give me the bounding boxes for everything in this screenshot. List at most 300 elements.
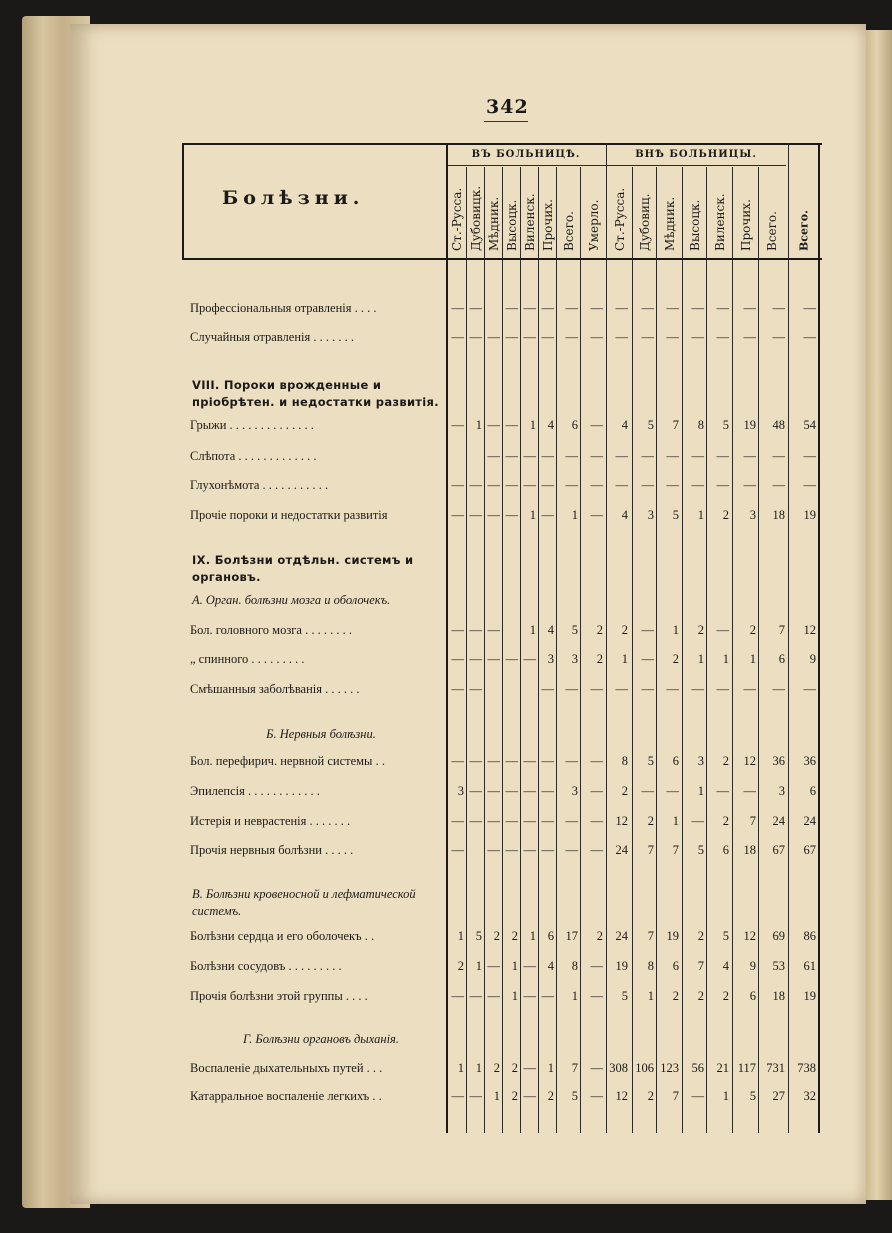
table-row (182, 418, 822, 440)
table-row (182, 623, 822, 645)
row-label: Глухонѣмота . . . . . . . . . . . (190, 478, 329, 492)
table-cell: — (772, 449, 785, 463)
table-cell: — (523, 652, 536, 666)
table-cell: — (666, 301, 679, 315)
table-cell: — (716, 682, 729, 696)
table-cell: 19 (803, 989, 816, 1003)
table-cell: — (523, 784, 536, 798)
table-cell: 9 (749, 959, 756, 973)
table-row (182, 478, 822, 500)
table-cell: — (505, 418, 518, 432)
table-cell: 7 (647, 929, 654, 943)
table-cell: — (716, 478, 729, 492)
subsection-heading: В. Болѣзни кровеносной и лефматической системъ. (192, 887, 416, 918)
table-cell: — (691, 814, 704, 828)
table-cell: — (666, 784, 679, 798)
table-cell: — (590, 784, 603, 798)
row-label: Профессіональныя отравленія . . . . (190, 301, 377, 315)
table-cell: — (469, 754, 482, 768)
table-cell: — (615, 449, 628, 463)
table-cell: — (565, 682, 578, 696)
table-cell: 6 (778, 652, 785, 666)
row-label: Бол. головного мозга . . . . . . . . (190, 623, 352, 637)
table-cell: — (666, 478, 679, 492)
table-cell: — (772, 682, 785, 696)
table-cell: — (451, 330, 464, 344)
table-cell: — (541, 478, 554, 492)
table-cell: — (691, 301, 704, 315)
table-cell: 4 (547, 959, 554, 973)
table-cell: — (743, 478, 756, 492)
table-cell: 1 (529, 508, 536, 522)
table-cell: — (590, 449, 603, 463)
row-label: „ спинного . . . . . . . . . (190, 652, 305, 666)
table-cell: 1 (475, 1061, 482, 1075)
table-cell: 4 (621, 418, 628, 432)
table-cell: 7 (647, 843, 654, 857)
row-label: Смѣшанныя заболѣванія . . . . . . (190, 682, 360, 696)
table-cell: — (641, 449, 654, 463)
table-cell: — (590, 843, 603, 857)
table-cell: 5 (621, 989, 628, 1003)
table-cell: 2 (511, 929, 518, 943)
table-cell: 1 (672, 623, 679, 637)
table-cell: 56 (691, 1061, 704, 1075)
table-cell: 1 (511, 959, 518, 973)
table-cell: — (716, 784, 729, 798)
table-cell: — (590, 418, 603, 432)
table-row (182, 989, 822, 1011)
table-cell: 8 (621, 754, 628, 768)
table-cell: — (565, 478, 578, 492)
table-cell: — (451, 623, 464, 637)
table-cell: 1 (529, 623, 536, 637)
table-cell: — (691, 330, 704, 344)
table-title: Болѣзни. (222, 187, 365, 209)
table-cell: 54 (803, 418, 816, 432)
table-cell: 2 (672, 652, 679, 666)
table-cell: 2 (493, 929, 500, 943)
table-row (182, 784, 822, 806)
table-cell: — (523, 1061, 536, 1075)
table-cell: 123 (660, 1061, 679, 1075)
table-cell: 19 (743, 418, 756, 432)
table-cell: 2 (697, 989, 704, 1003)
table-cell: — (451, 754, 464, 768)
table-cell: 67 (772, 843, 785, 857)
table-cell: 738 (797, 1061, 816, 1075)
table-row (182, 929, 822, 951)
group-out-hospital: ВНѢ БОЛЬНИЦЫ. (635, 149, 757, 160)
table-cell: — (523, 330, 536, 344)
table-cell: — (772, 478, 785, 492)
table-cell: — (523, 449, 536, 463)
col-header: Дубовицк. (469, 185, 483, 251)
table-cell: — (590, 754, 603, 768)
table-row (182, 330, 822, 352)
table-cell: — (565, 330, 578, 344)
table-cell: 6 (547, 929, 554, 943)
table-cell: — (451, 843, 464, 857)
table-cell: — (505, 330, 518, 344)
table-cell: — (803, 478, 816, 492)
table-cell: 2 (672, 989, 679, 1003)
table-cell: 19 (803, 508, 816, 522)
table-cell: 12 (743, 929, 756, 943)
table-cell: 1 (547, 1061, 554, 1075)
table-cell: 4 (547, 418, 554, 432)
table-cell: 5 (749, 1089, 756, 1103)
table-cell: 6 (672, 959, 679, 973)
table-cell: — (666, 330, 679, 344)
table-cell: — (541, 989, 554, 1003)
table-cell: 19 (615, 959, 628, 973)
row-label: Слѣпота . . . . . . . . . . . . . (190, 449, 317, 463)
table-row (182, 301, 822, 323)
table-cell: — (505, 478, 518, 492)
table-cell: — (541, 682, 554, 696)
table-cell: 7 (749, 814, 756, 828)
table-cell: 24 (772, 814, 785, 828)
table-cell: 308 (609, 1061, 628, 1075)
table-cell: — (451, 418, 464, 432)
table-cell: 18 (743, 843, 756, 857)
table-cell: 6 (571, 418, 578, 432)
table-cell: — (469, 623, 482, 637)
col-header: Ст.-Русса. (613, 187, 627, 251)
table-cell: 1 (511, 989, 518, 1003)
table-cell: 1 (529, 929, 536, 943)
row-label: Эпилепсія . . . . . . . . . . . . (190, 784, 320, 798)
col-header: Всего. (562, 211, 576, 251)
table-cell: 2 (547, 1089, 554, 1103)
table-cell: — (666, 449, 679, 463)
page-number-rule (484, 121, 528, 122)
col-header: Всего. (765, 211, 779, 251)
table-cell: 21 (716, 1061, 729, 1075)
table-cell: 2 (621, 623, 628, 637)
table-cell: — (590, 478, 603, 492)
table-cell: 12 (803, 623, 816, 637)
table-cell: — (541, 330, 554, 344)
table-cell: 7 (672, 418, 679, 432)
table-cell: — (590, 330, 603, 344)
table-cell: — (641, 623, 654, 637)
table-cell: — (469, 478, 482, 492)
table-cell: — (716, 623, 729, 637)
table-cell: — (590, 301, 603, 315)
table-cell: — (469, 814, 482, 828)
table-cell: 1 (457, 929, 464, 943)
table-row (182, 449, 822, 471)
section-heading: IX. Болѣзни отдѣльн. системъ и органовъ. (192, 553, 414, 584)
table-cell: 2 (722, 754, 729, 768)
table-cell: 32 (803, 1089, 816, 1103)
table-cell: — (691, 682, 704, 696)
table-cell: — (641, 652, 654, 666)
row-label: Болѣзни сосудовъ . . . . . . . . . (190, 959, 342, 973)
table-cell: 2 (511, 1089, 518, 1103)
table-cell: 1 (529, 418, 536, 432)
table-cell: — (487, 478, 500, 492)
table-cell: 4 (621, 508, 628, 522)
table-cell: — (615, 330, 628, 344)
col-header: Мѣдник. (487, 196, 501, 251)
table-cell: — (487, 754, 500, 768)
group-in-hospital: ВЪ БОЛЬНИЦѢ. (471, 149, 581, 160)
table-cell: 3 (571, 652, 578, 666)
table-cell: 2 (722, 989, 729, 1003)
table-cell: 1 (475, 959, 482, 973)
table-cell: 86 (803, 929, 816, 943)
row-label: Случайныя отравленія . . . . . . . (190, 330, 354, 344)
table-cell: 2 (722, 814, 729, 828)
group-out-rule (606, 165, 786, 166)
row-label: Грыжи . . . . . . . . . . . . . . (190, 418, 314, 432)
table-cell: — (666, 682, 679, 696)
row-label: Прочія болѣзни этой группы . . . . (190, 989, 368, 1003)
table-cell: 18 (772, 989, 785, 1003)
table-top-rule (182, 143, 822, 145)
table-cell: — (523, 754, 536, 768)
col-header: Дубовиц. (638, 193, 652, 251)
table-cell: 1 (722, 1089, 729, 1103)
table-cell: — (803, 682, 816, 696)
table-cell: — (716, 301, 729, 315)
table-cell: — (615, 478, 628, 492)
table-cell: 3 (647, 508, 654, 522)
table-cell: — (451, 652, 464, 666)
table-cell: 12 (615, 814, 628, 828)
table-cell: 2 (647, 1089, 654, 1103)
table-cell: — (505, 508, 518, 522)
table-cell: 2 (697, 929, 704, 943)
table-cell: — (487, 330, 500, 344)
table-cell: 1 (457, 1061, 464, 1075)
table-cell: 5 (475, 929, 482, 943)
table-cell: 2 (493, 1061, 500, 1075)
table-cell: — (803, 330, 816, 344)
table-cell: — (590, 989, 603, 1003)
table-cell: — (590, 682, 603, 696)
table-cell: — (469, 989, 482, 1003)
table-cell: — (541, 814, 554, 828)
table-cell: 36 (803, 754, 816, 768)
table-cell: — (523, 843, 536, 857)
table-row (182, 1061, 822, 1083)
table-cell: 24 (615, 929, 628, 943)
table-cell: 7 (672, 843, 679, 857)
table-cell: 1 (475, 418, 482, 432)
table-cell: 5 (697, 843, 704, 857)
table-cell: — (505, 449, 518, 463)
table-cell: 8 (647, 959, 654, 973)
table-cell: — (451, 478, 464, 492)
table-cell: 117 (737, 1061, 756, 1075)
table-cell: — (505, 301, 518, 315)
table-cell: 2 (647, 814, 654, 828)
section-heading: VIII. Пороки врожденные и пріобрѣтен. и недостатки развитія. (192, 378, 439, 409)
table-cell: 2 (596, 623, 603, 637)
table-cell: 53 (772, 959, 785, 973)
table-cell: 19 (666, 929, 679, 943)
subsection-heading: Г. Болѣзни органовъ дыханія. (243, 1032, 399, 1046)
table-cell: 5 (647, 754, 654, 768)
subsection-heading: А. Орган. болѣзни мозга и оболочекъ. (192, 593, 391, 607)
table-cell: — (523, 959, 536, 973)
table-cell: 7 (697, 959, 704, 973)
table-cell: — (469, 301, 482, 315)
table-cell: — (641, 784, 654, 798)
table-cell: — (716, 449, 729, 463)
table-cell: — (469, 652, 482, 666)
table-cell: — (451, 682, 464, 696)
table-row (182, 754, 822, 776)
table-cell: 1 (647, 989, 654, 1003)
table-cell: — (451, 301, 464, 315)
table-cell: 2 (749, 623, 756, 637)
table-cell: 1 (749, 652, 756, 666)
table-cell: 61 (803, 959, 816, 973)
table-cell: — (541, 449, 554, 463)
table-cell: 5 (571, 623, 578, 637)
table-cell: — (523, 301, 536, 315)
table-cell: — (590, 508, 603, 522)
table-cell: 1 (493, 1089, 500, 1103)
table-cell: — (487, 959, 500, 973)
table-cell: 3 (697, 754, 704, 768)
table-cell: — (505, 843, 518, 857)
table-cell: — (743, 330, 756, 344)
col-header: Ст.-Русса. (450, 187, 464, 251)
table-cell: 17 (565, 929, 578, 943)
table-cell: 1 (697, 508, 704, 522)
table-cell: 5 (672, 508, 679, 522)
table-cell: 7 (778, 623, 785, 637)
table-cell: 8 (697, 418, 704, 432)
table-cell: 2 (621, 784, 628, 798)
table-cell: 6 (672, 754, 679, 768)
table-cell: 5 (647, 418, 654, 432)
table-cell: — (691, 1089, 704, 1103)
table-cell: — (743, 682, 756, 696)
table-row (182, 652, 822, 674)
table-cell: — (541, 754, 554, 768)
table-cell: 8 (571, 959, 578, 973)
table-cell: — (469, 330, 482, 344)
table-cell: 3 (778, 784, 785, 798)
table-cell: 6 (809, 784, 816, 798)
table-cell: — (803, 449, 816, 463)
row-label: Истерія и неврастенія . . . . . . . (190, 814, 351, 828)
table-cell: — (743, 784, 756, 798)
table-cell: — (743, 301, 756, 315)
table-cell: 2 (511, 1061, 518, 1075)
table-cell: 731 (766, 1061, 785, 1075)
table-cell: 1 (621, 652, 628, 666)
table-cell: 9 (809, 652, 816, 666)
table-cell: — (451, 1089, 464, 1103)
next-page-edge (866, 30, 892, 1200)
table-cell: 3 (571, 784, 578, 798)
table-cell: — (716, 330, 729, 344)
table-cell: 2 (697, 623, 704, 637)
table-cell: — (691, 478, 704, 492)
table-cell: 1 (697, 652, 704, 666)
table-cell: — (523, 989, 536, 1003)
table-cell: — (691, 449, 704, 463)
table-cell: — (487, 508, 500, 522)
table-cell: — (541, 301, 554, 315)
table-cell: — (451, 989, 464, 1003)
table-cell: 1 (697, 784, 704, 798)
table-cell: — (541, 784, 554, 798)
table-cell: 67 (803, 843, 816, 857)
page-number: 342 (486, 96, 529, 118)
table-cell: 5 (722, 929, 729, 943)
table-cell: — (641, 478, 654, 492)
table-cell: — (615, 301, 628, 315)
group-in-rule (446, 165, 606, 166)
table-cell: — (487, 989, 500, 1003)
table-cell: 36 (772, 754, 785, 768)
table-row (182, 508, 822, 530)
table-cell: 2 (596, 652, 603, 666)
table-cell: 48 (772, 418, 785, 432)
table-cell: — (487, 784, 500, 798)
row-label: Болѣзни сердца и его оболочекъ . . (190, 929, 375, 943)
col-header: Прочих. (541, 199, 555, 251)
table-cell: 3 (749, 508, 756, 522)
table-cell: — (451, 508, 464, 522)
table-cell: — (641, 682, 654, 696)
table-cell: 5 (722, 418, 729, 432)
table-cell: — (743, 449, 756, 463)
table-row (182, 682, 822, 704)
table-cell: — (487, 623, 500, 637)
table-cell: — (505, 784, 518, 798)
row-label: Прочія нервныя болѣзни . . . . . (190, 843, 354, 857)
table-cell: 1 (672, 814, 679, 828)
table-cell: — (469, 1089, 482, 1103)
table-cell: — (590, 959, 603, 973)
table-cell: 1 (571, 989, 578, 1003)
row-label: Прочіе пороки и недостатки развитія (190, 508, 388, 522)
table-cell: 4 (722, 959, 729, 973)
table-cell: 3 (457, 784, 464, 798)
table-cell: 7 (672, 1089, 679, 1103)
table-cell: — (541, 508, 554, 522)
table-row (182, 959, 822, 981)
table-cell: — (772, 301, 785, 315)
table-cell: 2 (722, 508, 729, 522)
table-cell: — (565, 843, 578, 857)
table-cell: — (803, 301, 816, 315)
table-cell: — (487, 843, 500, 857)
table-cell: — (565, 754, 578, 768)
table-cell: — (541, 843, 554, 857)
table-cell: — (523, 1089, 536, 1103)
col-header: Высоцк. (505, 199, 519, 251)
table-cell: — (469, 682, 482, 696)
table-cell: — (523, 478, 536, 492)
row-label: Катарральное воспаленіе легкихъ . . (190, 1089, 382, 1103)
table-cell: — (641, 330, 654, 344)
table-row (182, 1089, 822, 1111)
table-cell: — (487, 418, 500, 432)
table-cell: — (451, 814, 464, 828)
table-cell: — (590, 1089, 603, 1103)
